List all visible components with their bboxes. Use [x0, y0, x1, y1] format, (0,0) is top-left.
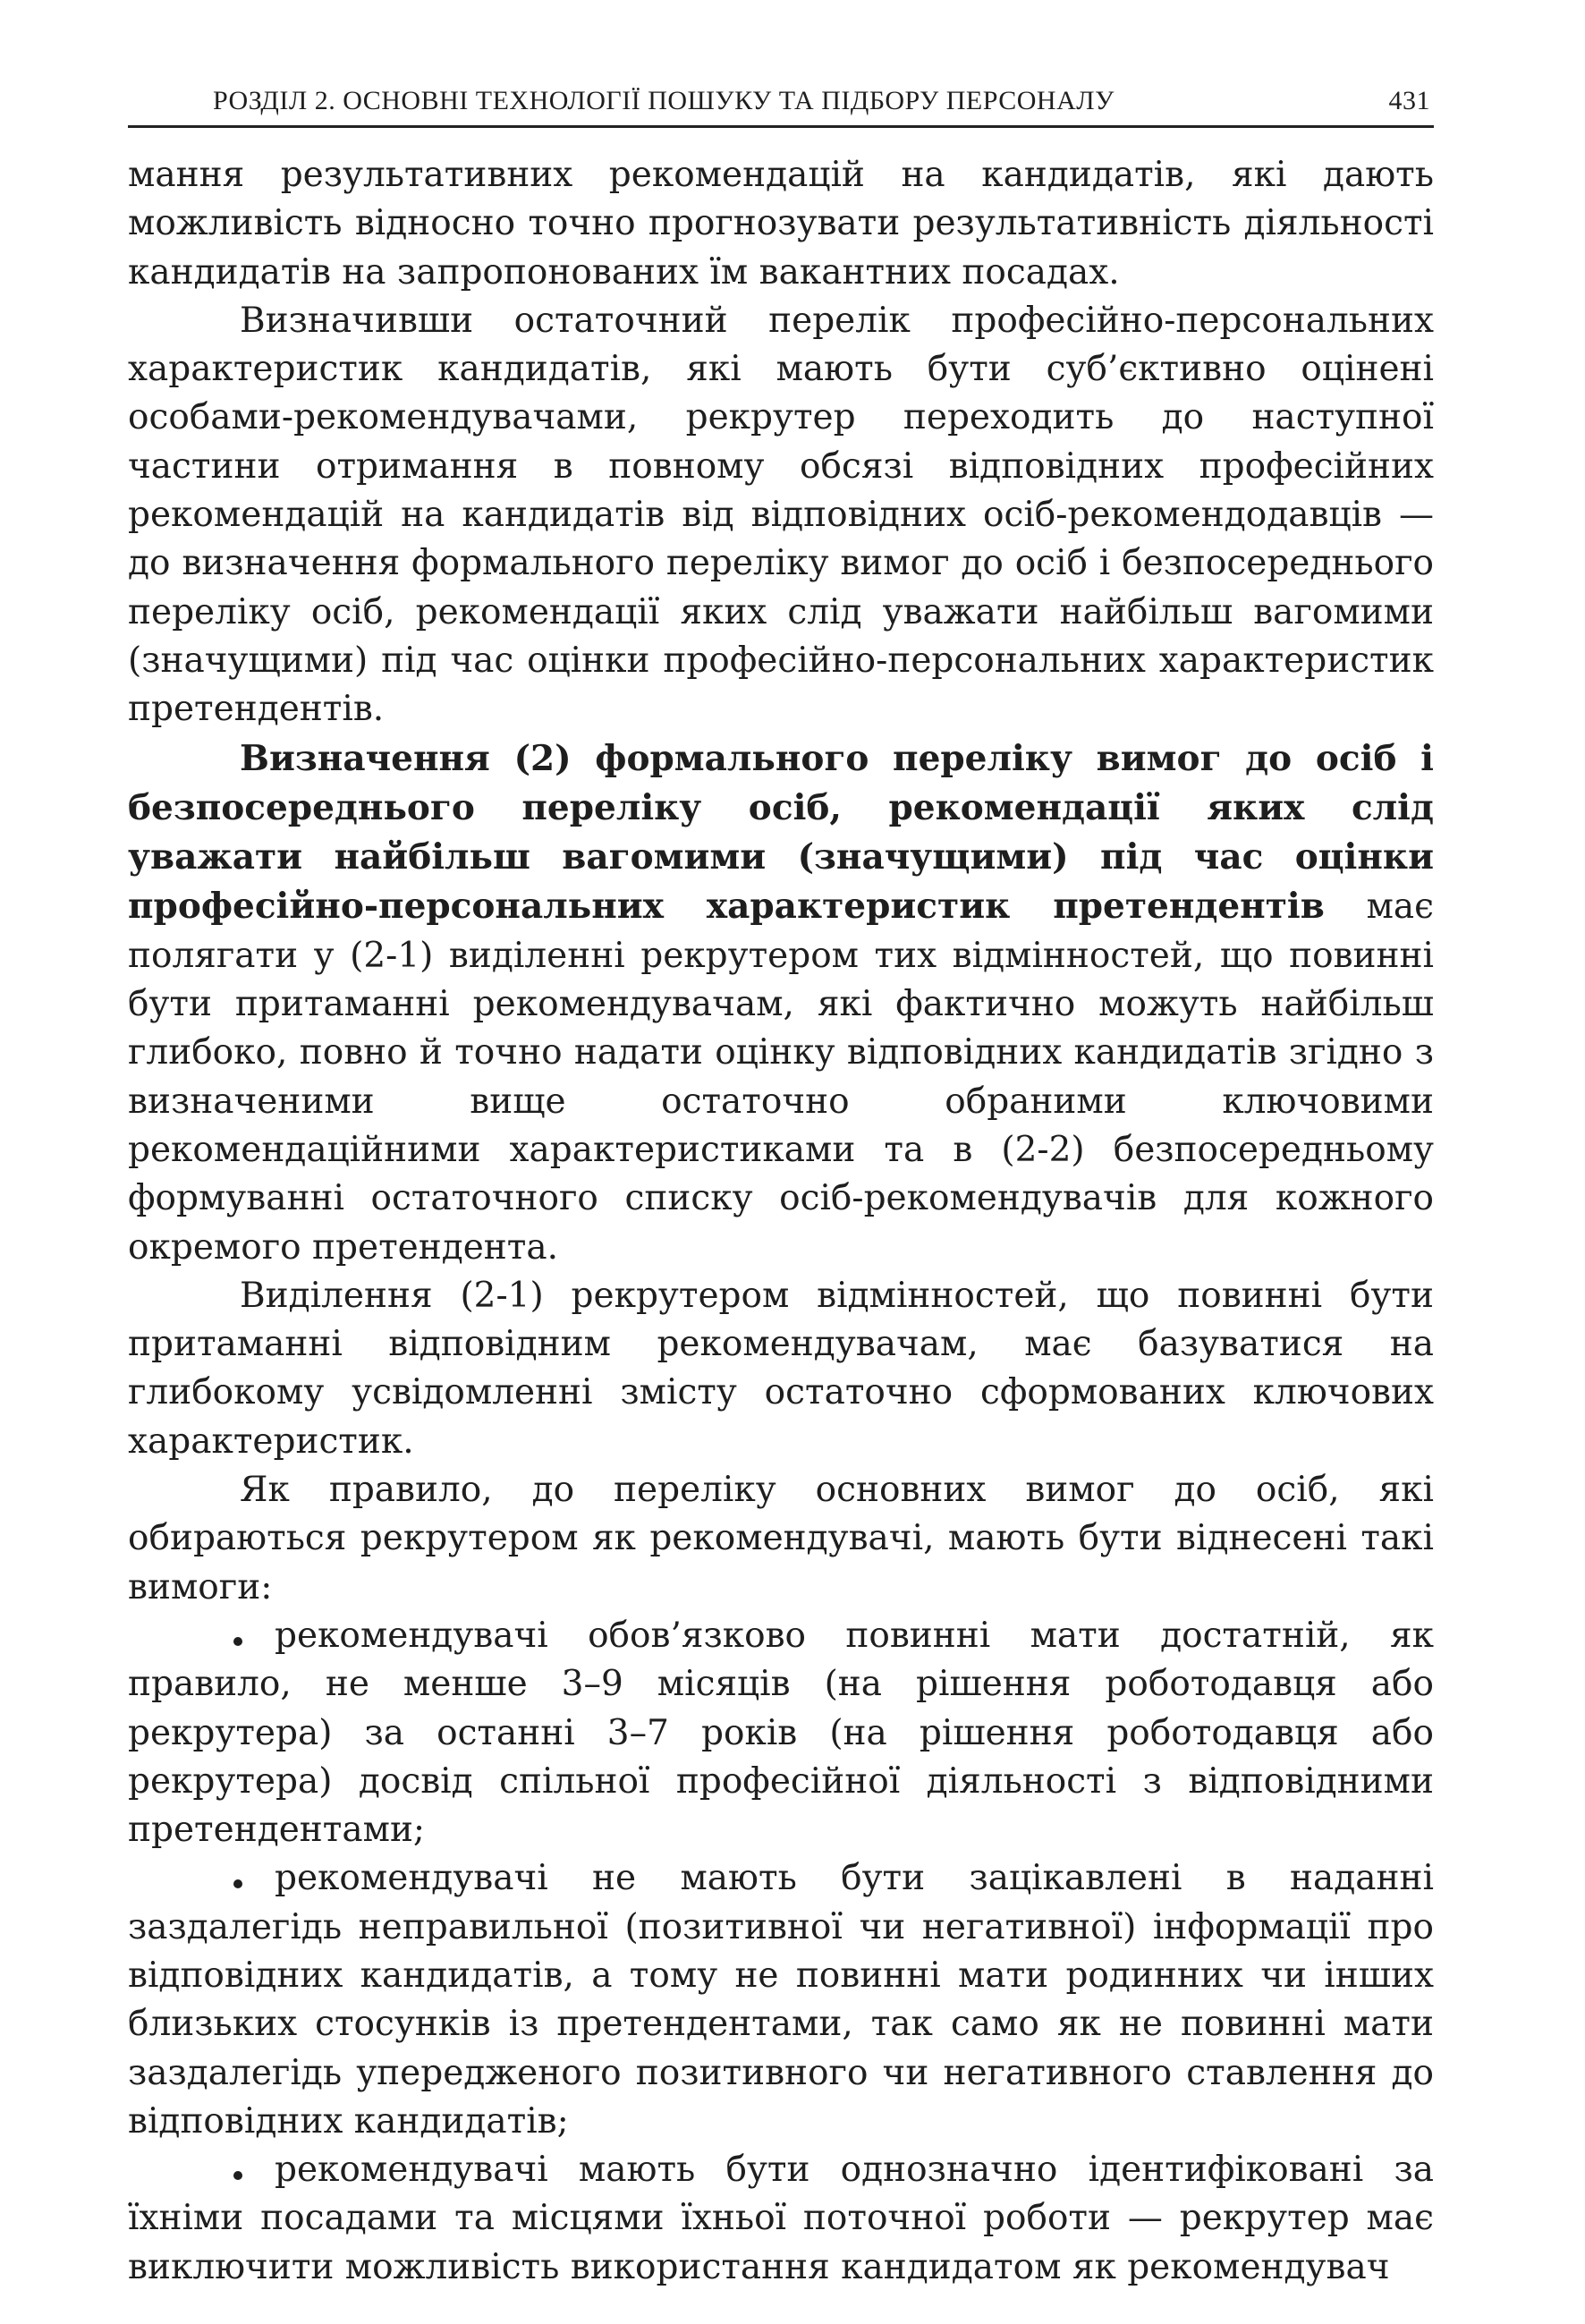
paragraph-text: має полягати у (2-1) виділенні рекрутером тих відмінностей, що повинні бути притаманні рекомендувачам, які фактично можуть найбільш глибоко, повно й точно надати оцінку відповідних кандидатів згідно з визначеними вище остаточно обраними ключовими рекомендаційними характеристиками та в (2-2) безпосередньому формуванні остаточного списку осіб-рекомендувачів для кожного окремого претендента. [128, 886, 1434, 1268]
list-item-text: рекомендувачі не мають бути зацікавлені в наданні заздалегідь неправильної (позитивної чи негативної) інформації про відповідних кандидатів, а тому не повинні мати родинних чи інших близьких стосунків із претендентами, так само як не повинні мати заздалегідь упередженого позитивного чи негативного ставлення до відповідних кандидатів; [128, 1858, 1434, 2142]
list-item [128, 1854, 1434, 2146]
book-page [128, 86, 1434, 2292]
bold-lead-text: Визначення (2) формального переліку вимог до осіб і безпосереднього переліку осіб, рекомендації яких слід уважати найбільш вагомими (значущими) під час оцінки професійно-персональних характеристик претендентів [128, 737, 1434, 928]
paragraph: Визначивши остаточний перелік професійно-персональних характеристик кандидатів, які мають бути суб’єктивно оцінені особами-рекомендувачами, рекрутер переходить до наступної частини отримання в повному обсязі відповідних професійних рекомендацій на кандидатів від відповідних осіб-рекомендодавців — до визначення формального переліку вимог до осіб і безпосереднього переліку осіб, рекомендації яких слід уважати найбільш вагомими (значущими) під час оцінки професійно-персональних характеристик претендентів. [128, 300, 1434, 730]
paragraph-continuation: мання результативних рекомендацій на кандидатів, які дають можливість відносно точно прогнозувати результативність діяльності кандидатів на запропонованих їм вакантних посадах. [128, 155, 1434, 293]
list-item [128, 1612, 1434, 1854]
paragraph: Виділення (2-1) рекрутером відмінностей, що повинні бути притаманні відповідним рекомендувачам, має базуватися на глибокому усвідомленні змісту остаточно сформованих ключових характеристик. [128, 1275, 1434, 1462]
list-item-text: рекомендувачі мають бути однозначно ідентифіковані за їхніми посадами та місцями їхньої поточної роботи — рекрутер має виключити можливість використання кандидатом як рекомендувач [128, 2150, 1434, 2287]
page-number: 431 [1388, 86, 1430, 115]
list-item [128, 2146, 1434, 2292]
paragraph: Як правило, до переліку основних вимог до осіб, які обираються рекрутером як рекомендувачі, мають бути віднесені такі вимоги: [128, 1470, 1434, 1607]
chapter-title: РОЗДІЛ 2. ОСНОВНІ ТЕХНОЛОГІЇ ПОШУКУ ТА ПІДБОРУ ПЕРСОНАЛУ [213, 86, 1115, 115]
paragraph-with-bold-lead [128, 734, 1434, 1272]
running-header [128, 86, 1434, 128]
list-item-text: рекомендувачі обов’язково повинні мати достатній, як правило, не менше 3–9 місяців (на рішення роботодавця або рекрутера) за останні 3–7 років (на рішення роботодавця або рекрутера) досвід спільної професійної діяльності з відповідними претендентами; [128, 1615, 1434, 1851]
body-text [128, 151, 1434, 2292]
